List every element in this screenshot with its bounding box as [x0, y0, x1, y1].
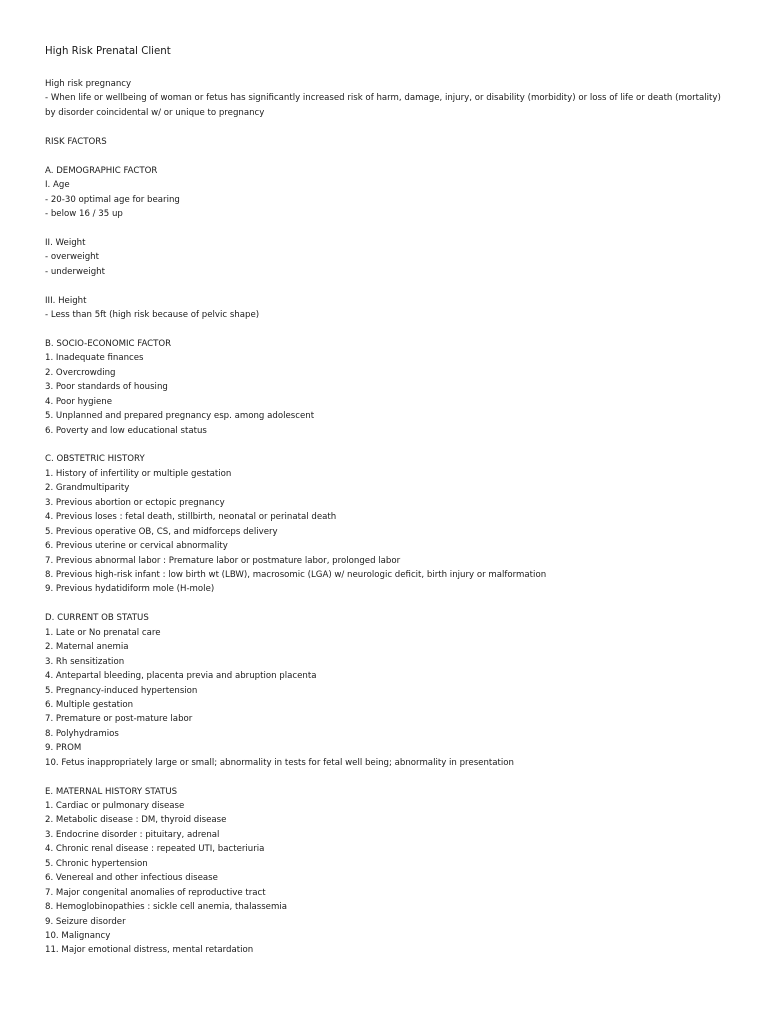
text-line: 4. Previous loses : fetal death, stillbirth, neonatal or perinatal death	[45, 512, 337, 523]
text-line: 7. Premature or post-mature labor	[45, 714, 193, 725]
text-line: 4. Poor hygiene	[45, 396, 112, 407]
text-line: 4. Chronic renal disease : repeated UTI, bacteriuria	[45, 844, 265, 855]
text-line: 6. Poverty and low educational status	[45, 425, 207, 436]
text-line: 10. Fetus inappropriately large or small; abnormality in tests for fetal well being; abnormality in presentation	[45, 757, 515, 768]
text-line: by disorder coincidental w/ or unique to pregnancy	[45, 107, 265, 118]
text-line: - below 16 / 35 up	[45, 209, 123, 219]
text-line: 2. Metabolic disease : DM, thyroid disease	[45, 815, 227, 826]
section-heading: D. CURRENT OB STATUS	[45, 613, 149, 624]
text-line: 5. Chronic hypertension	[45, 858, 148, 869]
text-line: 1. Late or No prenatal care	[45, 627, 161, 638]
text-line: - underweight	[45, 266, 105, 277]
text-line: 1. Inadequate finances	[45, 353, 144, 364]
section-heading: I. Age	[45, 180, 70, 191]
text-line: 11. Major emotional distress, mental retardation	[45, 945, 254, 956]
text-line: 2. Maternal anemia	[45, 642, 129, 653]
document-title: High Risk Prenatal Client	[45, 46, 171, 57]
text-line: 7. Major congenital anomalies of reproductive tract	[45, 887, 266, 898]
text-line: - 20-30 optimal age for bearing	[45, 194, 180, 205]
text-line: 6. Previous uterine or cervical abnormality	[45, 541, 228, 552]
text-line: 8. Hemoglobinopathies : sickle cell anemia, thalassemia	[45, 902, 287, 913]
text-line: 8. Polyhydramios	[45, 728, 119, 739]
section-heading: C. OBSTETRIC HISTORY	[45, 454, 145, 465]
text-line: 9. Previous hydatidiform mole (H-mole)	[45, 584, 215, 595]
text-line: 1. History of infertility or multiple gestation	[45, 468, 232, 479]
section-heading: B. SOCIO-ECONOMIC FACTOR	[45, 338, 172, 349]
text-line: 3. Poor standards of housing	[45, 382, 168, 393]
section-heading: A. DEMOGRAPHIC FACTOR	[45, 165, 158, 176]
text-line: - Less than 5ft (high risk because of pelvic shape)	[45, 310, 260, 320]
section-heading: RISK FACTORS	[45, 136, 107, 147]
section-heading: E. MATERNAL HISTORY STATUS	[45, 786, 178, 797]
text-line: 5. Pregnancy-induced hypertension	[45, 685, 198, 696]
text-line: - overweight	[45, 252, 99, 263]
text-line: 1. Cardiac or pulmonary disease	[45, 801, 185, 811]
text-line: 8. Previous high-risk infant : low birth wt (LBW), macrosomic (LGA) w/ neurologic deficit, birth injury or malformation	[45, 570, 547, 580]
section-heading: III. Height	[45, 295, 87, 306]
text-line: - When life or wellbeing of woman or fetus has significantly increased risk of harm, damage, injury, or disability (morbidity) or loss of life or death (mortality)	[45, 93, 721, 104]
text-line: 7. Previous abnormal labor : Premature labor or postmature labor, prolonged labor	[45, 555, 401, 566]
text-line: 5. Unplanned and prepared pregnancy esp. among adolescent	[45, 411, 315, 422]
text-line: 6. Venereal and other infectious disease	[45, 873, 218, 884]
text-line: 9. Seizure disorder	[45, 916, 126, 927]
text-line: 5. Previous operative OB, CS, and midforceps delivery	[45, 526, 278, 537]
text-line: High risk pregnancy	[45, 79, 132, 89]
text-line: 2. Grandmultiparity	[45, 483, 130, 494]
text-line: 2. Overcrowding	[45, 367, 116, 378]
text-line: 3. Rh sensitization	[45, 656, 125, 667]
text-line: 10. Malignancy	[45, 931, 111, 941]
text-line: 9. PROM	[45, 743, 82, 754]
text-line: 3. Endocrine disorder : pituitary, adrenal	[45, 829, 220, 840]
text-line: 3. Previous abortion or ectopic pregnancy	[45, 497, 225, 508]
text-line: 6. Multiple gestation	[45, 699, 134, 710]
text-line: 4. Antepartal bleeding, placenta previa and abruption placenta	[45, 671, 317, 681]
section-heading: II. Weight	[45, 237, 86, 248]
